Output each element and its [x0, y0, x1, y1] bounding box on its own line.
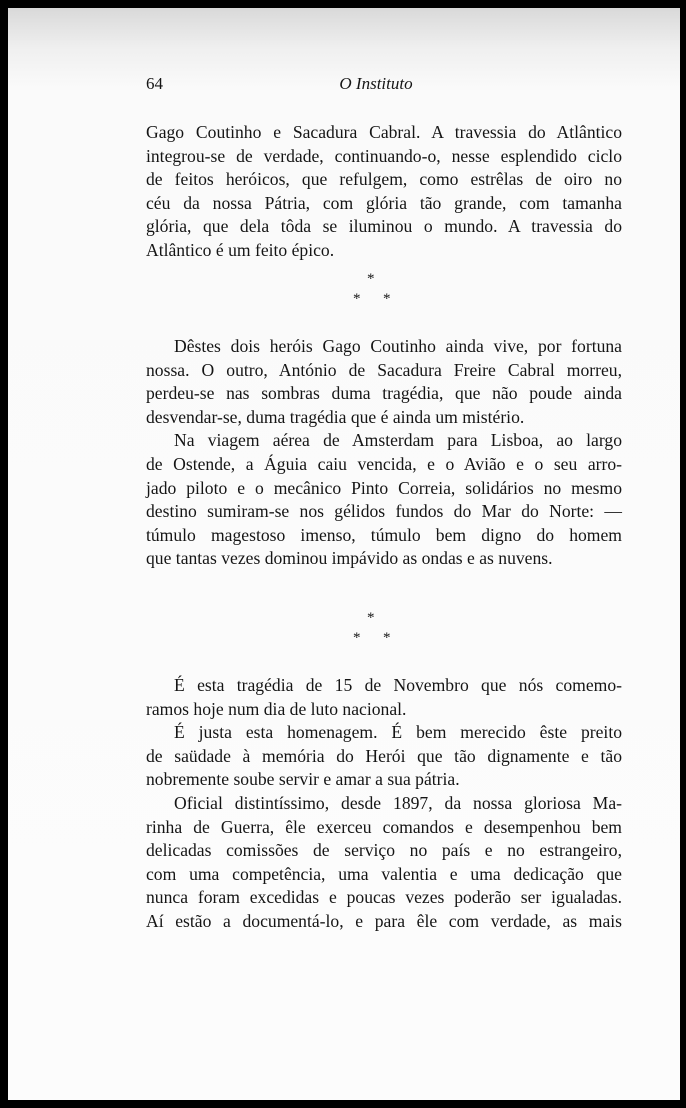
running-title: O Instituto	[339, 74, 413, 93]
text-line: túmulo magestoso imenso, túmulo bem digno do homem	[146, 524, 622, 545]
asterisk: *	[367, 610, 375, 626]
text-line: que tantas vezes dominou impávido as ondas e as nuvens.	[146, 548, 553, 569]
text-block-1	[146, 121, 622, 263]
text-line: rinha de Guerra, êle exerceu comandos e desempenhou bem	[146, 816, 622, 837]
text-line: de saüdade à memória do Herói que tão dignamente e tão	[146, 745, 622, 766]
asterisk: *	[353, 630, 361, 646]
text-line: nossa. O outro, António de Sacadura Freire Cabral morreu,	[146, 359, 622, 380]
asterisk: *	[383, 291, 391, 307]
paragraph	[146, 674, 622, 721]
asterisk: *	[367, 271, 375, 287]
text-line: destino sumiram-se nos gélidos fundos do Mar do Norte: —	[146, 501, 622, 522]
section-separator	[353, 611, 389, 647]
text-block-3	[146, 674, 622, 934]
text-line: É esta tragédia de 15 de Novembro que nós comemo-	[174, 675, 622, 695]
running-head	[146, 74, 606, 100]
section-separator	[353, 272, 389, 308]
asterisk: *	[353, 291, 361, 307]
text-line: Na viagem aérea de Amsterdam para Lisboa, ao largo	[174, 430, 622, 451]
text-line: delicadas comissões de serviço no país e no estrangeiro,	[146, 840, 622, 861]
text-line: Dêstes dois heróis Gago Coutinho ainda vive, por fortuna	[174, 336, 622, 356]
text-line: integrou-se de verdade, continuando-o, nesse esplendido ciclo	[146, 145, 622, 166]
text-block-2	[146, 335, 622, 571]
text-line: perdeu-se nas sombras duma tragédia, que não poude ainda	[146, 383, 622, 404]
text-line: desvendar-se, duma tragédia que é ainda um mistério.	[146, 406, 525, 427]
text-line: de Ostende, a Águia caiu vencida, e o Avião e o seu arro-	[146, 453, 622, 474]
asterisk: *	[383, 630, 391, 646]
text-line: Oficial distintíssimo, desde 1897, da nossa gloriosa Ma-	[174, 792, 622, 813]
text-line: glória, que dela tôda se iluminou o mundo. A travessia do	[146, 216, 622, 237]
text-line: jado piloto e o mecânico Pinto Correia, solidários no mesmo	[146, 477, 622, 498]
paragraph	[146, 429, 622, 571]
book-page	[8, 8, 680, 1100]
paragraph	[146, 335, 622, 429]
page-number: 64	[146, 74, 163, 93]
text-line: nobremente soube servir e amar a sua pátria.	[146, 769, 460, 790]
text-line: É justa esta homenagem. É bem merecido êste preito	[174, 722, 622, 743]
text-line: nunca foram excedidas e poucas vezes poderão ser igualadas.	[146, 887, 622, 908]
paragraph	[146, 792, 622, 934]
text-line: ramos hoje num dia de luto nacional.	[146, 698, 407, 719]
text-line: de feitos heróicos, que refulgem, como estrêlas de oiro no	[146, 169, 622, 190]
text-line: Aí estão a documentá-lo, e para êle com verdade, as mais	[146, 910, 622, 931]
paragraph	[146, 721, 622, 792]
text-line: Atlântico é um feito épico.	[146, 239, 335, 260]
text-line: Gago Coutinho e Sacadura Cabral. A travessia do Atlântico	[146, 122, 622, 142]
text-line: com uma competência, uma valentia e uma dedicação que	[146, 863, 622, 884]
paragraph	[146, 121, 622, 263]
text-line: céu da nossa Pátria, com glória tão grande, com tamanha	[146, 192, 622, 213]
